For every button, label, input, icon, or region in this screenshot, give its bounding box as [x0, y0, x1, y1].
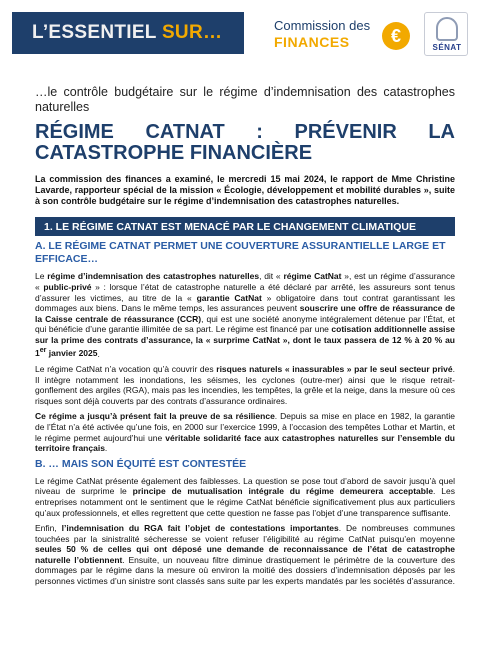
page-header [12, 12, 468, 60]
document-body [35, 85, 455, 587]
subsection-a-heading: A. LE RÉGIME CATNAT PERMET UNE COUVERTURE ASSURANTIELLE LARGE ET EFFICACE… [35, 240, 446, 266]
commission-line2: FINANCES [274, 34, 350, 50]
paragraph-a1: Le régime d’indemnisation des catastrophes naturelles, dit « régime CatNat », est un régime d’assurance « public-privé » : lorsque l’état de catastrophe naturelle a été déclaré par arrêté, les assureurs sont tenus d’assurer les victimes, au titre de la « garantie CatNat » obligatoire dans tout contrat garantissant les dommages aux biens. Dans le même temps, les assurances peuvent souscrire une offre de réassurance de la Caisse centrale de réassurance (CCR), qui est une société anonyme intégralement détenue par l’État, et qui bénéficie d’une garantie illimitée de sa part. Le régime est financé par une cotisation additionnelle assise sur la prime des contrats d’assurance, la « surprime CatNat », dont le taux passera de 12 % à 20 % au 1er janvier 2025. [35, 271, 456, 359]
euro-coin-icon: € [382, 22, 410, 50]
senat-emblem-icon [436, 17, 458, 41]
paragraph-a2: Le régime CatNat n’a vocation qu’à couvrir des risques naturels « inassurables » par le seul secteur privé. Il intègre notamment les inondations, les séismes, les cyclones (outre-mer) ainsi que le risque retrait-gonflement des argiles (RGA), mais pas les incendies, les tempêtes, la grêle et la neige, dans la mesure où ces risques sont déjà couverts par des contrats d’assurance ordinaires. [35, 363, 455, 406]
section-1-heading: 1. LE RÉGIME CATNAT EST MENACÉ PAR LE CHANGEMENT CLIMATIQUE [35, 217, 455, 236]
document-title: RÉGIME CATNAT : PRÉVENIR LA CATASTROPHE FINANCIÈRE [35, 121, 455, 164]
document-subtitle: …le contrôle budgétaire sur le régime d’indemnisation des catastrophes naturelles [35, 85, 455, 114]
senat-label: SÉNAT [432, 43, 462, 52]
senat-logo [424, 12, 468, 56]
paragraph-a3: Ce régime a jusqu’à présent fait la preuve de sa résilience. Depuis sa mise en place en 1982, la garantie de l’État n’a été activée qu’une fois, en 2000 sur l’exercice 1999, à l’occasion des tempêtes Lothar et Martin, et le régime permet aujourd’hui une véritable solidarité face aux catastrophes naturelles sur l’ensemble du territoire français. [35, 411, 455, 454]
banner-title: L’ESSENTIEL SUR… [32, 22, 223, 43]
paragraph-b2: Enfin, l’indemnisation du RGA fait l’objet de contestations importantes. De nombreuses communes touchées par la sinistralité sécheresse se voient refuser l’éligibilité au régime CatNat puisqu’en moyenne seules 50 % de celles qui ont déposé une demande de reconnaissance de l’état de catastrophe naturelle l’obtiennent. Ensuite, un nouveau filtre diminue drastiquement le périmètre de la couverture des dommages par le régime dans la mesure où environ la moitié des dossiers d’indemnisation déposés par les personnes victimes d’un sinistre sont classés sans suite par les experts mandatés par les sociétés d’assurance. [35, 523, 456, 587]
paragraph-b1: Le régime CatNat présente également des faiblesses. La question se pose tout d’abord de savoir jusqu’à quel niveau de surprime le principe de mutualisation intégrale du régime demeurera acceptable. Les entreprises notamment ont le sentiment que le régime CatNat bénéficie significativement plus aux particuliers qu’aux professionnels, et elles regrettent que cette question ne fasse pas l’objet d’une transparence suffisante. [35, 475, 455, 518]
commission-line1: Commission des [274, 18, 371, 33]
intro-paragraph: La commission des finances a examiné, le mercredi 15 mai 2024, le rapport de Mme Christine Lavarde, rapporteur spécial de la mission « Écologie, développement et mobilité durables », suite à son contrôle budgétaire sur le régime d’indemnisation des catastrophes naturelles. [35, 174, 455, 206]
subsection-b-heading: B. … MAIS SON ÉQUITÉ EST CONTESTÉE [35, 457, 247, 470]
commission-logo-text [274, 18, 382, 50]
essentiel-banner [12, 12, 244, 54]
